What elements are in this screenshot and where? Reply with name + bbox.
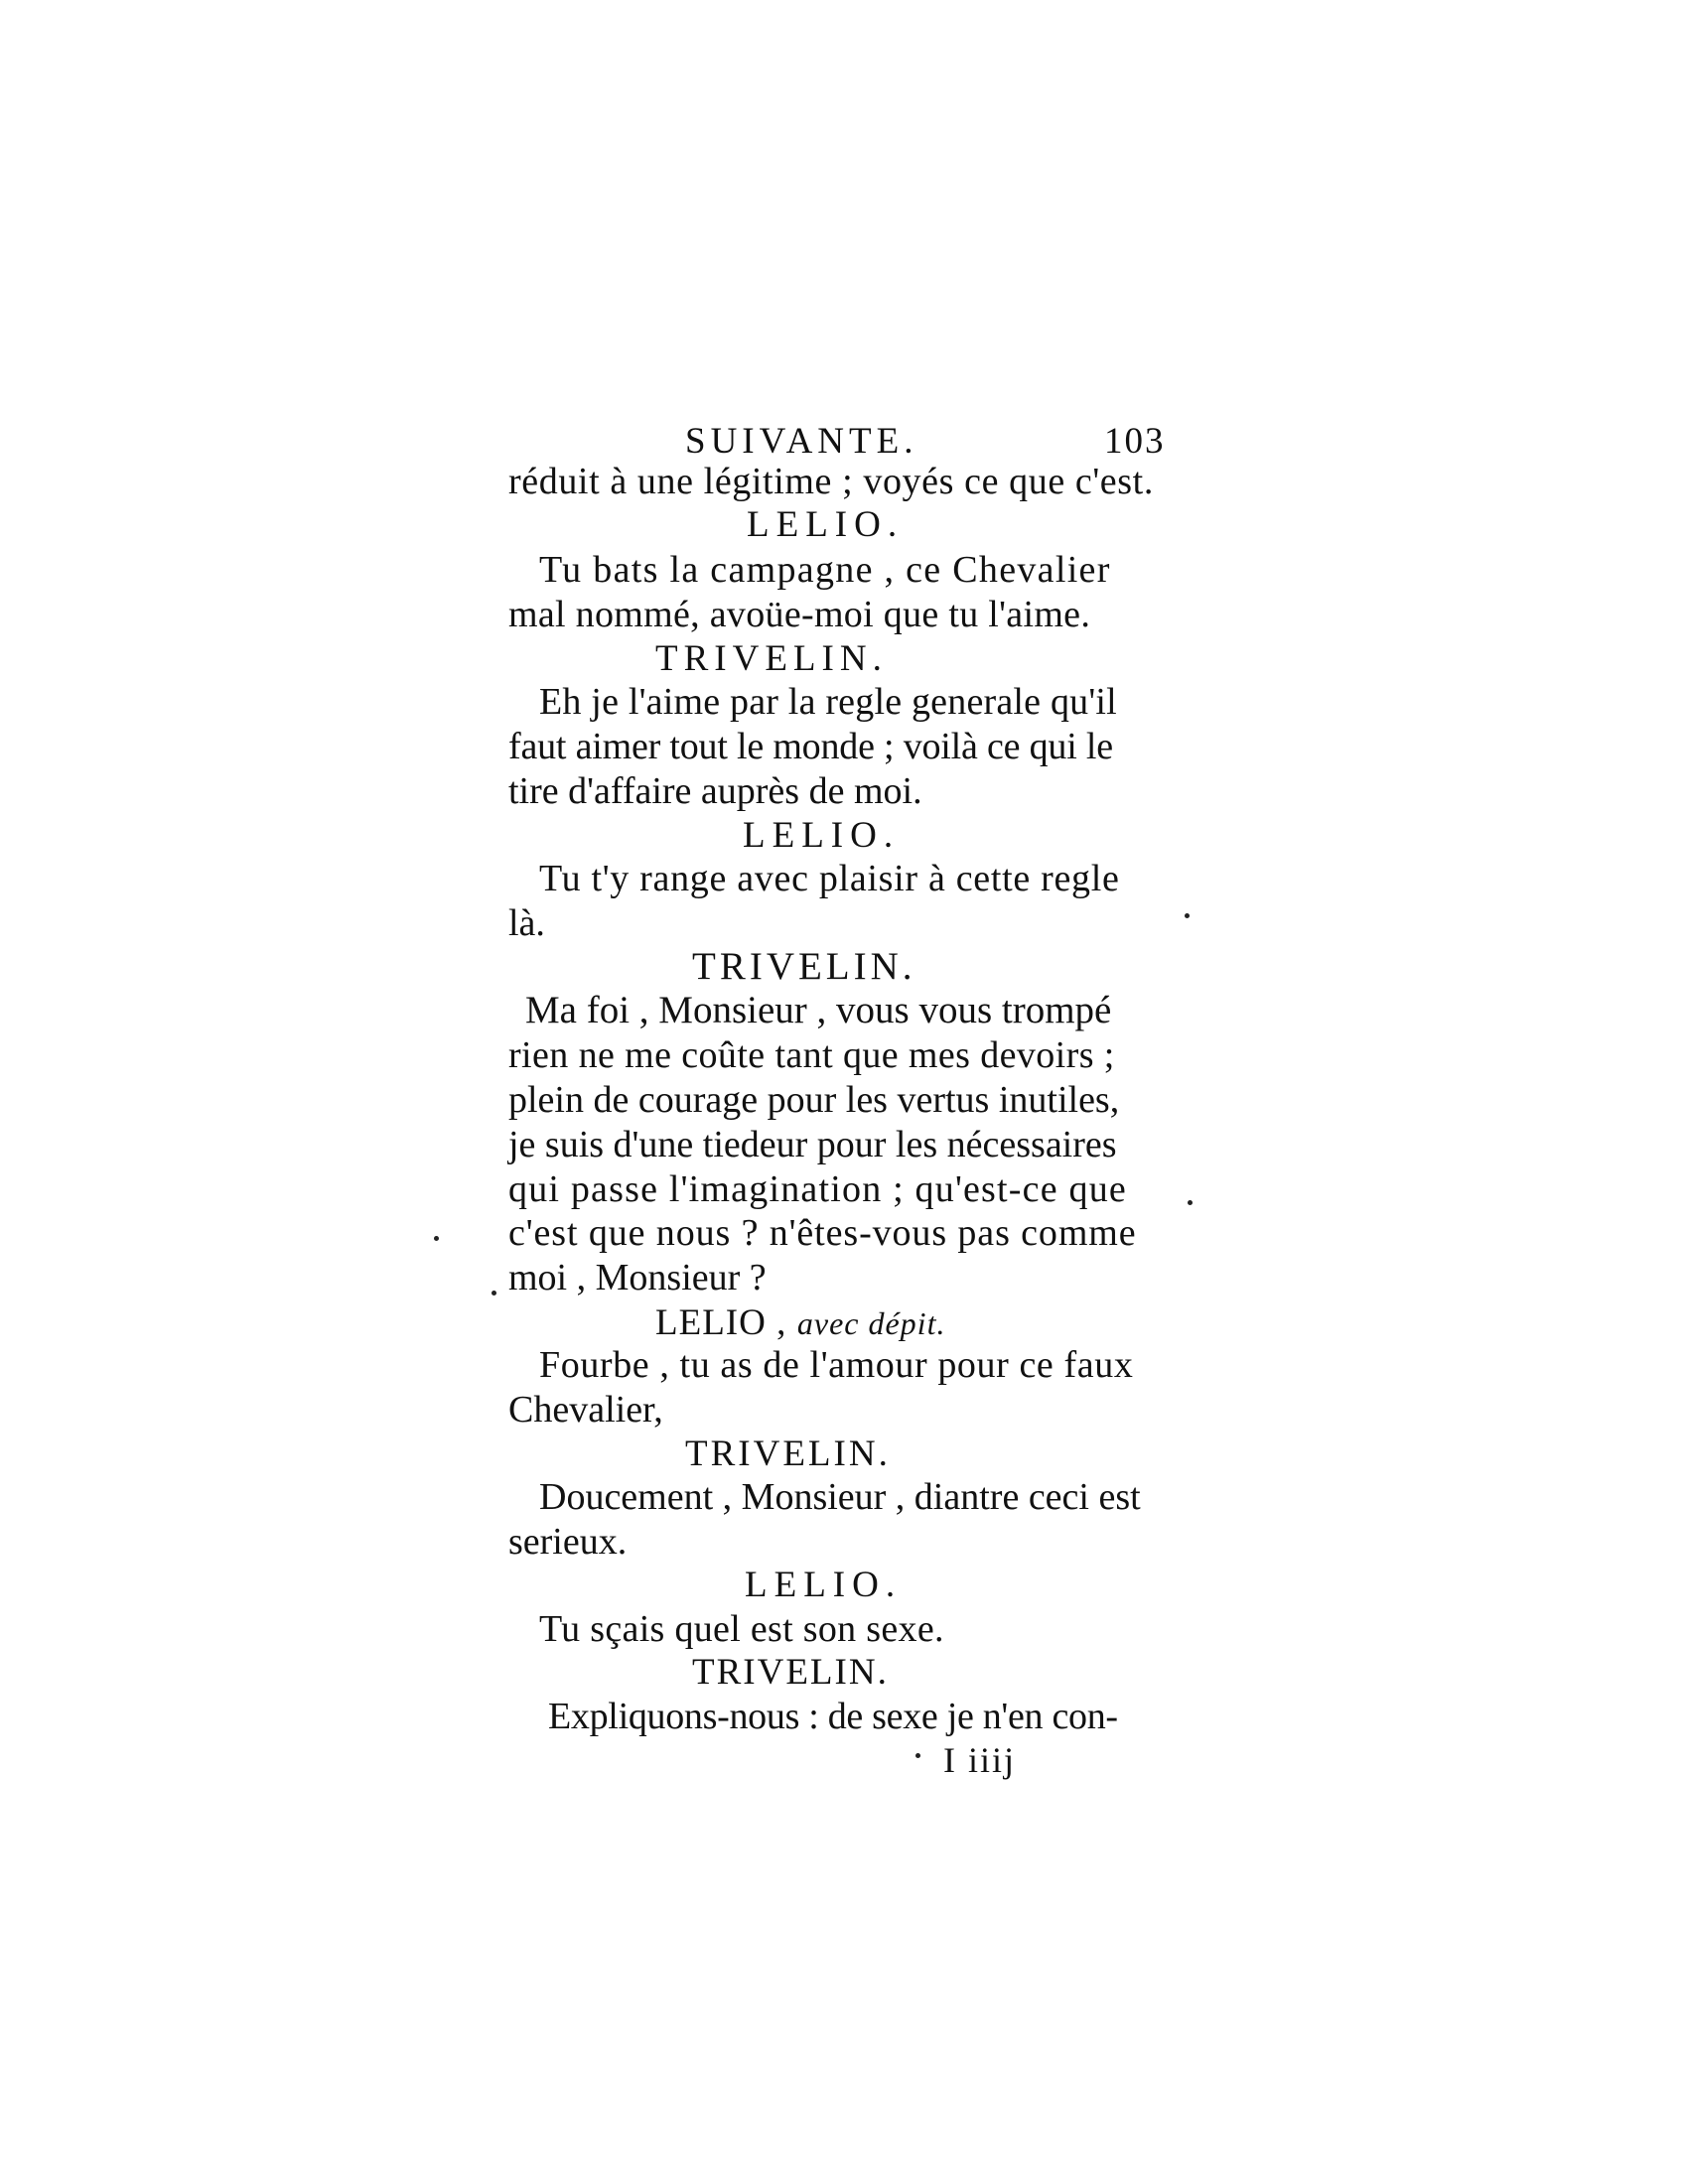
speaker-name: LELIO , [655,1302,787,1343]
text-line: serieux. [508,1521,628,1563]
text-line: tire d'affaire auprès de moi. [508,770,922,812]
text-line: faut aimer tout le monde ; voilà ce qui le [508,726,1113,767]
text-line: Chevalier, [508,1389,663,1431]
running-title: SUIVANTE. [685,421,918,462]
text-line: qui passe l'imagination ; qu'est-ce que [508,1168,1127,1210]
speaker-name: LELIO. [743,815,901,856]
ink-speck [915,1753,920,1758]
text-line: réduit à une légitime ; voyés ce que c'est. [508,461,1154,502]
text-line: Eh je l'aime par la regle generale qu'il [539,681,1117,723]
ink-speck [1185,913,1190,918]
stage-direction: avec dépit. [796,1305,946,1341]
speaker-name: LELIO. [745,1565,903,1605]
speaker-name: LELIO. [747,504,905,545]
text-line: Tu bats la campagne , ce Chevalier [539,549,1111,591]
speaker-name: TRIVELIN. [692,945,916,988]
text-line: Doucement , Monsieur , diantre ceci est [539,1476,1141,1518]
text-line: là. [508,902,545,944]
ink-speck [1188,1200,1193,1205]
page-number: 103 [1104,421,1166,462]
speaker-name: TRIVELIN. [655,638,888,679]
speaker-line [655,1300,945,1345]
ink-speck [434,1236,439,1241]
text-line: Tu sçais quel est son sexe. [539,1608,944,1650]
speaker-name: TRIVELIN. [692,1652,889,1693]
text-line: plein de courage pour les vertus inutiles, [508,1079,1120,1121]
text-line: Expliquons-nous : de sexe je n'en con- [548,1696,1118,1737]
text-line: c'est que nous ? n'êtes-vous pas comme [508,1212,1137,1254]
text-line: je suis d'une tiedeur pour les nécessaires [508,1124,1117,1165]
signature-mark: I iiij [943,1740,1016,1780]
text-line: Ma foi , Monsieur , vous vous trompé [525,989,1112,1031]
text-line: rien ne me coûte tant que mes devoirs ; [508,1034,1115,1076]
text-line: Tu t'y range avec plaisir à cette regle [539,858,1120,899]
speaker-name: TRIVELIN. [685,1433,891,1474]
text-line: Fourbe , tu as de l'amour pour ce faux [539,1344,1134,1386]
text-line: mal nommé, avoüe-moi que tu l'aime. [508,594,1091,635]
text-line: moi , Monsieur ? [508,1257,767,1298]
ink-speck [492,1291,496,1296]
